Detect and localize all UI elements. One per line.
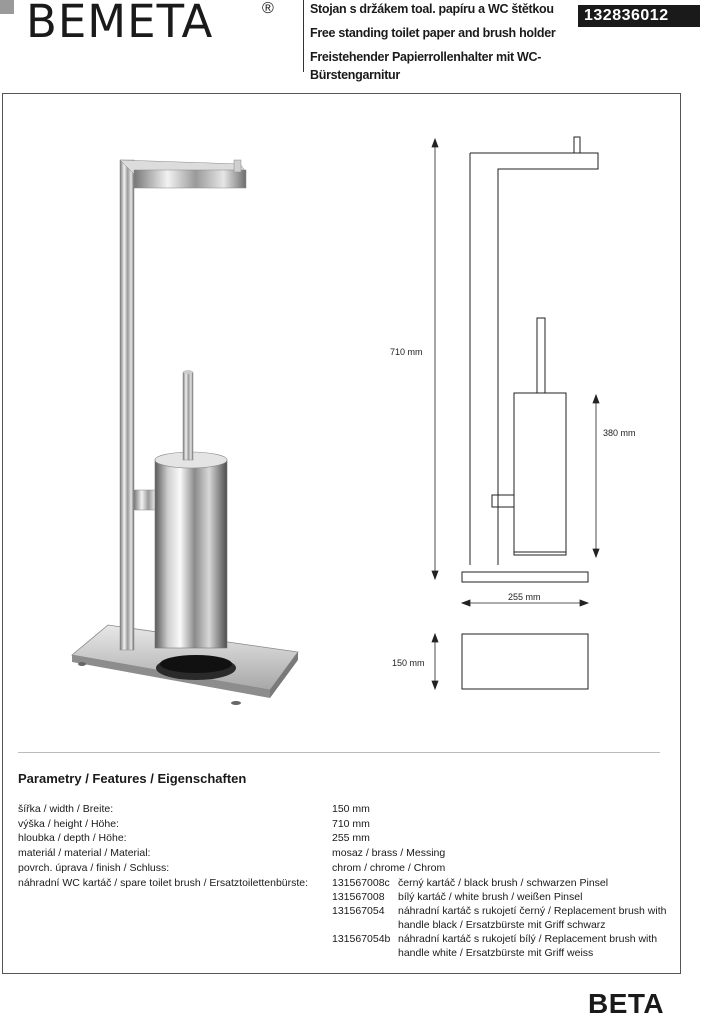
spare-brush-list	[332, 876, 668, 961]
section-divider	[18, 752, 660, 753]
logo-text: BEMETA	[26, 0, 214, 48]
list-item	[332, 904, 668, 932]
spec-value-height: 710 mm	[332, 817, 370, 830]
height-dimension-label: 710 mm	[390, 347, 423, 357]
brush-code: 131567008	[332, 891, 385, 904]
depth-dimension-label: 150 mm	[392, 658, 425, 668]
logo-square-mark	[0, 0, 14, 14]
brush-description: bílý kartáč / white brush / weißen Pinsel	[398, 891, 583, 904]
spec-value-depth: 255 mm	[332, 832, 370, 845]
brush-code: 131567054b	[332, 933, 391, 946]
brush-description: náhradní kartáč s rukojetí bílý / Replacement brush with handle white / Ersatzbürste mit Griff weiss	[398, 933, 658, 960]
spec-values	[332, 802, 445, 876]
spec-label-depth: hloubka / depth / Höhe:	[18, 832, 127, 845]
title-german: Freistehender Papierrollenhalter mit WC-Bürstengarnitur	[303, 48, 578, 72]
spec-labels	[18, 802, 308, 890]
spec-value-material: mosaz / brass / Messing	[332, 847, 446, 860]
width-dimension-label: 255 mm	[508, 592, 541, 602]
series-name: BETA	[588, 988, 665, 1019]
title-czech: Stojan s držákem toal. papíru a WC štětkou	[303, 0, 578, 24]
product-photo	[60, 150, 310, 720]
product-code: 132836012	[578, 5, 700, 27]
spec-label-width: šířka / width / Breite:	[18, 803, 114, 815]
spec-value-finish: chrom / chrome / Chrom	[332, 861, 446, 874]
brush-code: 131567008c	[332, 877, 390, 889]
brush-code: 131567054	[332, 905, 385, 918]
product-titles	[303, 0, 578, 82]
spec-label-height: výška / height / Höhe:	[18, 817, 119, 830]
brush-height-dimension-label: 380 mm	[603, 428, 636, 438]
spec-label-spare-brush: náhradní WC kartáč / spare toilet brush / Ersatztoilettenbürste:	[18, 876, 309, 889]
spec-label-finish: povrch. úprava / finish / Schluss:	[18, 861, 170, 874]
brush-description: černý kartáč / black brush / schwarzen Pinsel	[398, 877, 609, 889]
list-item	[332, 876, 668, 890]
bemeta-logo	[0, 0, 290, 52]
spec-value-width: 150 mm	[332, 803, 370, 815]
registered-mark: ®	[262, 0, 274, 17]
brush-description: náhradní kartáč s rukojetí černý / Replacement brush with handle black / Ersatzbürste mit Griff schwarz	[398, 905, 667, 932]
list-item	[332, 932, 668, 960]
list-item	[332, 890, 668, 904]
technical-drawing	[380, 125, 670, 705]
specs-title: Parametry / Features / Eigenschaften	[18, 771, 247, 786]
spec-label-material: materiál / material / Material:	[18, 847, 151, 860]
title-english: Free standing toilet paper and brush holder	[303, 24, 578, 48]
